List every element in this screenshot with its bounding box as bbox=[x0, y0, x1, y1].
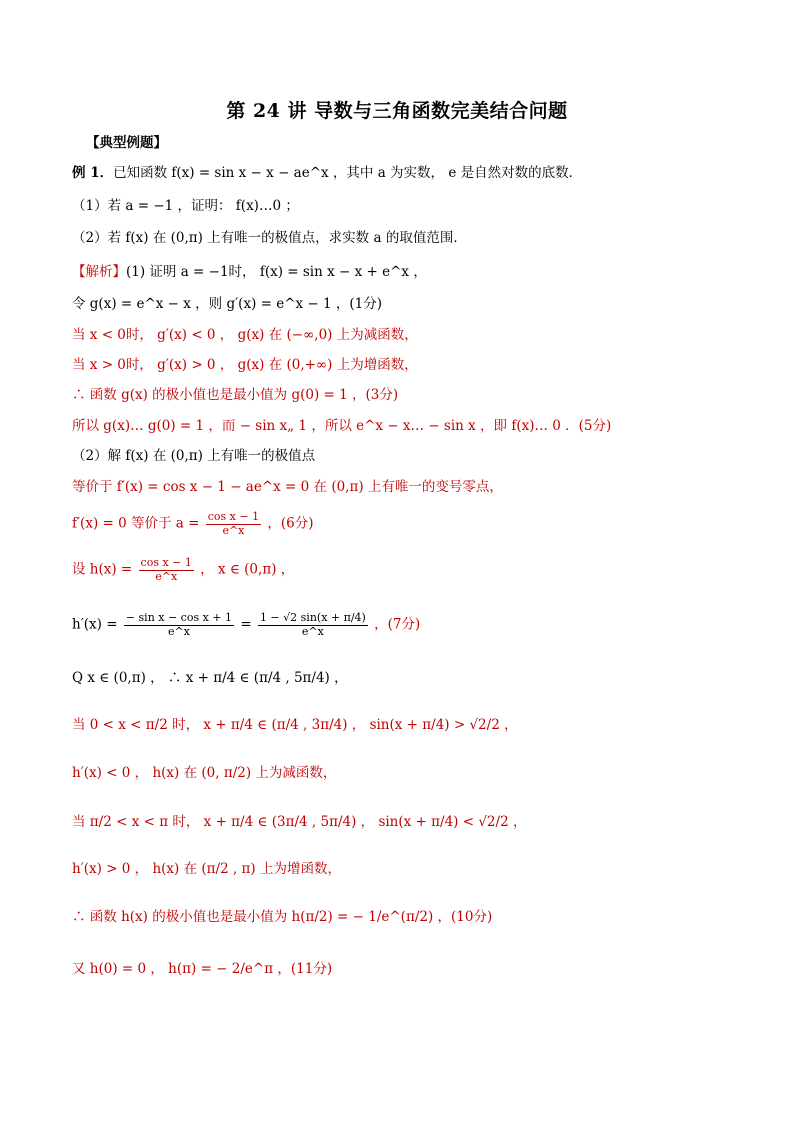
solution-line-1-text: (1) 证明 a = −1时， f(x) = sin x − x + e^x ， bbox=[126, 264, 427, 280]
l11-fraction-1 bbox=[124, 612, 234, 638]
l11-post: ，(7分) bbox=[374, 616, 421, 633]
l10-pre: 设 h(x) = bbox=[72, 561, 133, 578]
l9-denominator: e^x bbox=[222, 523, 245, 537]
solution-line-14: h′(x) < 0 ， h(x) 在 (0, π/2) 上为减函数， bbox=[72, 765, 337, 781]
l9-numerator: cos x − 1 bbox=[207, 510, 260, 523]
example-label: 例 1． bbox=[72, 165, 114, 181]
solution-line-3: 当 x < 0时， g′(x) < 0 ， g(x) 在 (−∞,0) 上为减函数， bbox=[72, 327, 418, 343]
section-label: 【典型例题】 bbox=[86, 135, 167, 151]
solution-line-8: 等价于 f′(x) = cos x − 1 − ae^x = 0 在 (0,π) 上有唯一的变号零点， bbox=[72, 479, 503, 495]
solution-line-17: ∴ 函数 h(x) 的极小值也是最小值为 h(π/2) = − 1/e^(π/2) ，(10分) bbox=[72, 909, 493, 925]
l11-denominator-2: e^x bbox=[301, 624, 324, 638]
solution-line-1 bbox=[72, 265, 427, 281]
solution-line-13: 当 0 < x < π/2 时， x + π/4 ∈ (π/4 , 3π/4) ， sin(x + π/4) > √2/2 ， bbox=[72, 717, 518, 733]
l11-equals: = bbox=[240, 616, 252, 633]
solution-line-7: （2）解 f(x) 在 (0,π) 上有唯一的极值点 bbox=[72, 448, 316, 464]
solution-line-4: 当 x > 0时， g′(x) > 0 ， g(x) 在 (0,+∞) 上为增函数， bbox=[72, 357, 418, 373]
l10-denominator: e^x bbox=[155, 569, 178, 583]
l10-numerator: cos x − 1 bbox=[140, 556, 192, 569]
question-1: （1）若 a = −1 ，证明： f(x)…0 ； bbox=[72, 198, 299, 214]
l11-fraction-2 bbox=[258, 612, 368, 638]
l10-post: ， x ∈ (0,π) ， bbox=[200, 561, 295, 578]
l11-denominator-1: e^x bbox=[167, 624, 190, 638]
solution-line-18: 又 h(0) = 0 ， h(π) = − 2/e^π ，(11分) bbox=[72, 961, 333, 977]
l11-pre: h′(x) = bbox=[72, 616, 118, 633]
solution-line-16: h′(x) > 0 ， h(x) 在 (π/2 , π) 上为增函数， bbox=[72, 861, 341, 877]
solution-line-10 bbox=[72, 557, 294, 583]
solution-line-2: 令 g(x) = e^x − x ，则 g′(x) = e^x − 1 ，(1分) bbox=[72, 296, 383, 312]
solution-line-15: 当 π/2 < x < π 时， x + π/4 ∈ (3π/4 , 5π/4) ， sin(x + π/4) < √2/2 ， bbox=[72, 814, 527, 830]
solution-line-6: 所以 g(x)… g(0) = 1 ，而 − sin x„ 1 ，所以 e^x − x… − sin x ，即 f(x)… 0 ．(5分) bbox=[72, 418, 612, 434]
solution-line-9 bbox=[72, 511, 314, 537]
l9-pre: f′(x) = 0 等价于 a = bbox=[72, 515, 200, 532]
solution-line-5: ∴ 函数 g(x) 的极小值也是最小值为 g(0) = 1 ，(3分) bbox=[72, 387, 399, 403]
l11-numerator-2: 1 − √2 sin(x + π/4) bbox=[259, 611, 366, 624]
l9-post: ，(6分) bbox=[267, 515, 314, 532]
example-stem-text: 已知函数 f(x) = sin x − x − ae^x ，其中 a 为实数， e 是自然对数的底数． bbox=[113, 165, 583, 181]
l10-fraction bbox=[139, 557, 194, 583]
solution-line-12: Q x ∈ (0,π) ， ∴ x + π/4 ∈ (π/4 , 5π/4) ， bbox=[72, 670, 348, 686]
solution-tag: 【解析】 bbox=[72, 264, 126, 280]
page-title: 第 24 讲 导数与三角函数完美结合问题 bbox=[226, 100, 568, 122]
solution-line-11 bbox=[72, 612, 420, 638]
l9-fraction bbox=[206, 511, 261, 537]
question-2: （2）若 f(x) 在 (0,π) 上有唯一的极值点，求实数 a 的取值范围． bbox=[72, 230, 467, 246]
example-stem bbox=[72, 166, 582, 182]
l11-numerator-1: − sin x − cos x + 1 bbox=[125, 611, 233, 624]
